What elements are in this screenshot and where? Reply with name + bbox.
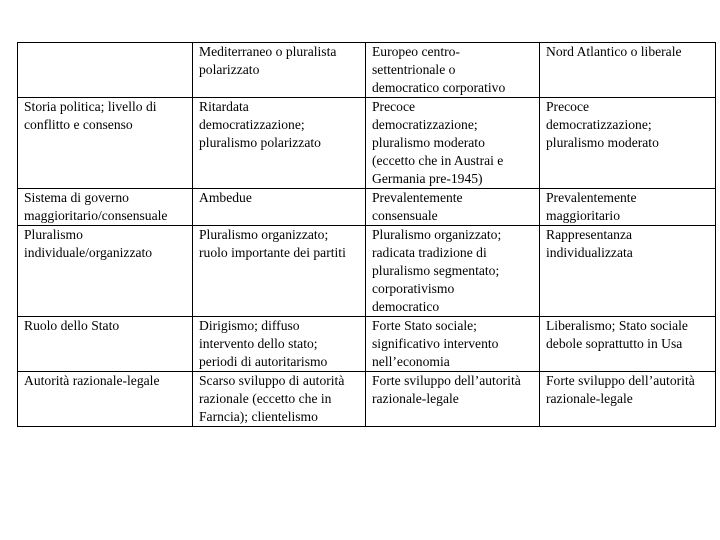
table-cell: Forte sviluppo dell’autorità razionale-legale — [540, 372, 716, 427]
table-row — [18, 189, 716, 226]
table-cell: Pluralismo organizzato; radicata tradizione di pluralismo segmentato; corporativismo democratico — [366, 226, 540, 317]
row-label-cell: Sistema di governo maggioritario/consensuale — [18, 189, 193, 226]
table-cell: Ambedue — [193, 189, 366, 226]
row-label-cell: Autorità razionale-legale — [18, 372, 193, 427]
table-row — [18, 226, 716, 317]
row-label-cell: Pluralismo individuale/organizzato — [18, 226, 193, 317]
comparison-table — [17, 42, 716, 427]
table-header-row — [18, 43, 716, 98]
table-cell: Dirigismo; diffuso intervento dello stato; periodi di autoritarismo — [193, 317, 366, 372]
table-row — [18, 372, 716, 427]
table-cell: Precoce democratizzazione; pluralismo moderato — [540, 98, 716, 189]
table-cell: Rappresentanza individualizzata — [540, 226, 716, 317]
header-cell-mediterraneo: Mediterraneo o pluralista polarizzato — [193, 43, 366, 98]
table-cell: Scarso sviluppo di autorità razionale (eccetto che in Farncia); clientelismo — [193, 372, 366, 427]
row-label-cell: Storia politica; livello di conflitto e consenso — [18, 98, 193, 189]
table-cell: Prevalentemente maggioritario — [540, 189, 716, 226]
table-cell: Precoce democratizzazione; pluralismo moderato (eccetto che in Austrai e Germania pre-1945) — [366, 98, 540, 189]
header-cell-europeo: Europeo centro- settentrionale o democratico corporativo — [366, 43, 540, 98]
table-cell: Ritardata democratizzazione; pluralismo polarizzato — [193, 98, 366, 189]
table-cell: Prevalentemente consensuale — [366, 189, 540, 226]
table-row — [18, 317, 716, 372]
table-cell: Forte sviluppo dell’autorità razionale-legale — [366, 372, 540, 427]
table-row — [18, 98, 716, 189]
header-cell-nord-atlantico: Nord Atlantico o liberale — [540, 43, 716, 98]
header-cell-empty — [18, 43, 193, 98]
table-cell: Liberalismo; Stato sociale debole soprattutto in Usa — [540, 317, 716, 372]
row-label-cell: Ruolo dello Stato — [18, 317, 193, 372]
table-cell: Pluralismo organizzato; ruolo importante dei partiti — [193, 226, 366, 317]
table-cell: Forte Stato sociale; significativo intervento nell’economia — [366, 317, 540, 372]
